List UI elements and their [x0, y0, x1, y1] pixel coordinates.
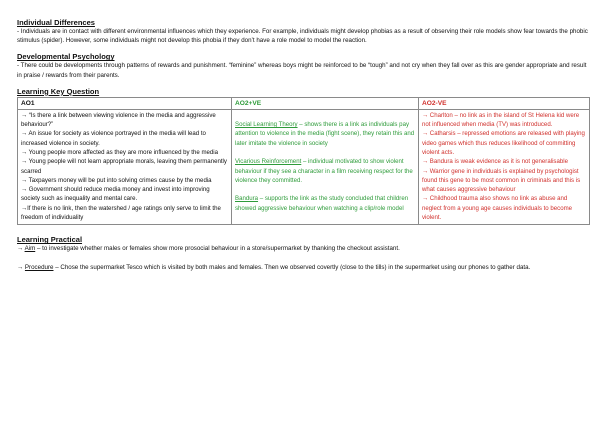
arrow-icon: →	[17, 245, 25, 253]
individual-differences-heading: Individual Differences	[17, 18, 95, 27]
ao2-negative-point: → Childhood trauma also shows no link as abuse and neglect from a young age causes individuals to become violent.	[422, 195, 573, 222]
learning-key-question-heading: Learning Key Question	[17, 86, 100, 96]
aim-line	[17, 244, 589, 253]
ao1-point: →If there is no link, then the watershed / age ratings only serve to limit the freedom of individuality	[21, 204, 221, 222]
ao1-point: → An issue for society as violence portrayed in the media will lead to increased violence in society.	[21, 130, 206, 147]
ao2-negative-point: → Warrior gene in individuals is explained by psychologist found this gene to be most common in criminals and this is what causes aggressive behaviour	[422, 167, 581, 194]
learning-key-question-section	[17, 87, 589, 226]
ao2-positive-point	[235, 120, 415, 148]
developmental-psychology-text: - There could be developments through patterns of rewards and punishment. “feminine” whereas boys might be reinforced to be “tough” and not cry when they fall over as this are gender appropriate and result in praise / rewards from their parents.	[17, 62, 587, 79]
ao1-point: → “Is there a link between viewing violence in the media and aggressive behaviour?”	[21, 111, 216, 129]
learning-practical-heading: Learning Practical	[17, 235, 83, 245]
table-header-row	[18, 97, 590, 109]
developmental-psychology-heading: Developmental Psychology	[17, 52, 115, 62]
column-header-ao2-negative: AO2-VE	[419, 97, 590, 109]
key-question-table	[17, 97, 590, 226]
column-header-ao2-positive: AO2+VE	[232, 97, 419, 109]
ao2-negative-point: → Charlton – no link as in the island of St Helena kid were not influenced when media (TV) was introduced.	[422, 111, 580, 129]
ao2-positive-point	[235, 157, 415, 185]
ao2-negative-point: → Catharsis – repressed emotions are released with playing video games which thus reduces likelihood of committing violent acts.	[422, 130, 585, 156]
aim-label: Aim	[24, 245, 36, 253]
ao1-point: → Young people more affected as they are more influenced by the media	[21, 149, 219, 156]
procedure-label: Procedure	[24, 263, 54, 271]
ao1-point: → Young people will not learn appropriate morals, leaving them permanently scarred	[21, 158, 227, 175]
developmental-psychology-section	[17, 52, 589, 79]
aim-text: – to investigate whether males or females show more prosocial behaviour in a store/supermarket by thanking the checkout assistant.	[35, 245, 400, 253]
ao2-positive-cell	[232, 109, 419, 225]
ao2-negative-point: → Bandura is weak evidence as it is not generalisable	[422, 158, 568, 166]
document-page	[17, 18, 589, 272]
individual-differences-text: - Individuals are in contact with different environmental influences which they experience. For example, individuals might develop phobias as a result of observing their role models show fear towards the phobic stimulus (spider). However, some individuals might not develop this phobia if they don’t have a role model to model the reaction.	[17, 28, 588, 45]
ao1-cell	[18, 109, 232, 225]
ao2-positive-point	[235, 194, 415, 213]
procedure-line	[17, 263, 589, 272]
ao1-point: → Taxpayers money will be put into solving crimes cause by the media	[21, 176, 212, 184]
ao2-positive-term: Bandura	[235, 195, 259, 203]
individual-differences-section	[17, 18, 589, 45]
procedure-text: – Chose the supermarket Tesco which is visited by both males and females. Then we observed covertly (close to the tills) in the supermarket using our phones to gather data.	[53, 263, 531, 271]
ao2-negative-cell	[419, 109, 590, 225]
ao1-point: → Government should reduce media money and invest into improving society such as inequality and mental care.	[21, 186, 210, 203]
table-row	[18, 109, 590, 225]
learning-practical-section	[17, 235, 589, 271]
ao2-positive-term: Vicarious Reinforcement	[235, 158, 302, 166]
ao2-positive-term: Social Learning Theory	[235, 121, 298, 129]
ao2-positive-text: – supports the link as the study concluded that children showed aggressive behaviour when watching a clip/role model	[235, 195, 409, 212]
column-header-ao1: AO1	[18, 97, 232, 109]
ao2-positive-text: – individual motivated to show violent behaviour if they see a character in a film receiving respect for the violence they committed.	[235, 158, 413, 184]
arrow-icon: →	[17, 263, 25, 271]
ao2-positive-text: – shows there is a link as individuals pay attention to violence in the media (fight scene), they retain this and later imitate the violence in society	[235, 121, 415, 147]
